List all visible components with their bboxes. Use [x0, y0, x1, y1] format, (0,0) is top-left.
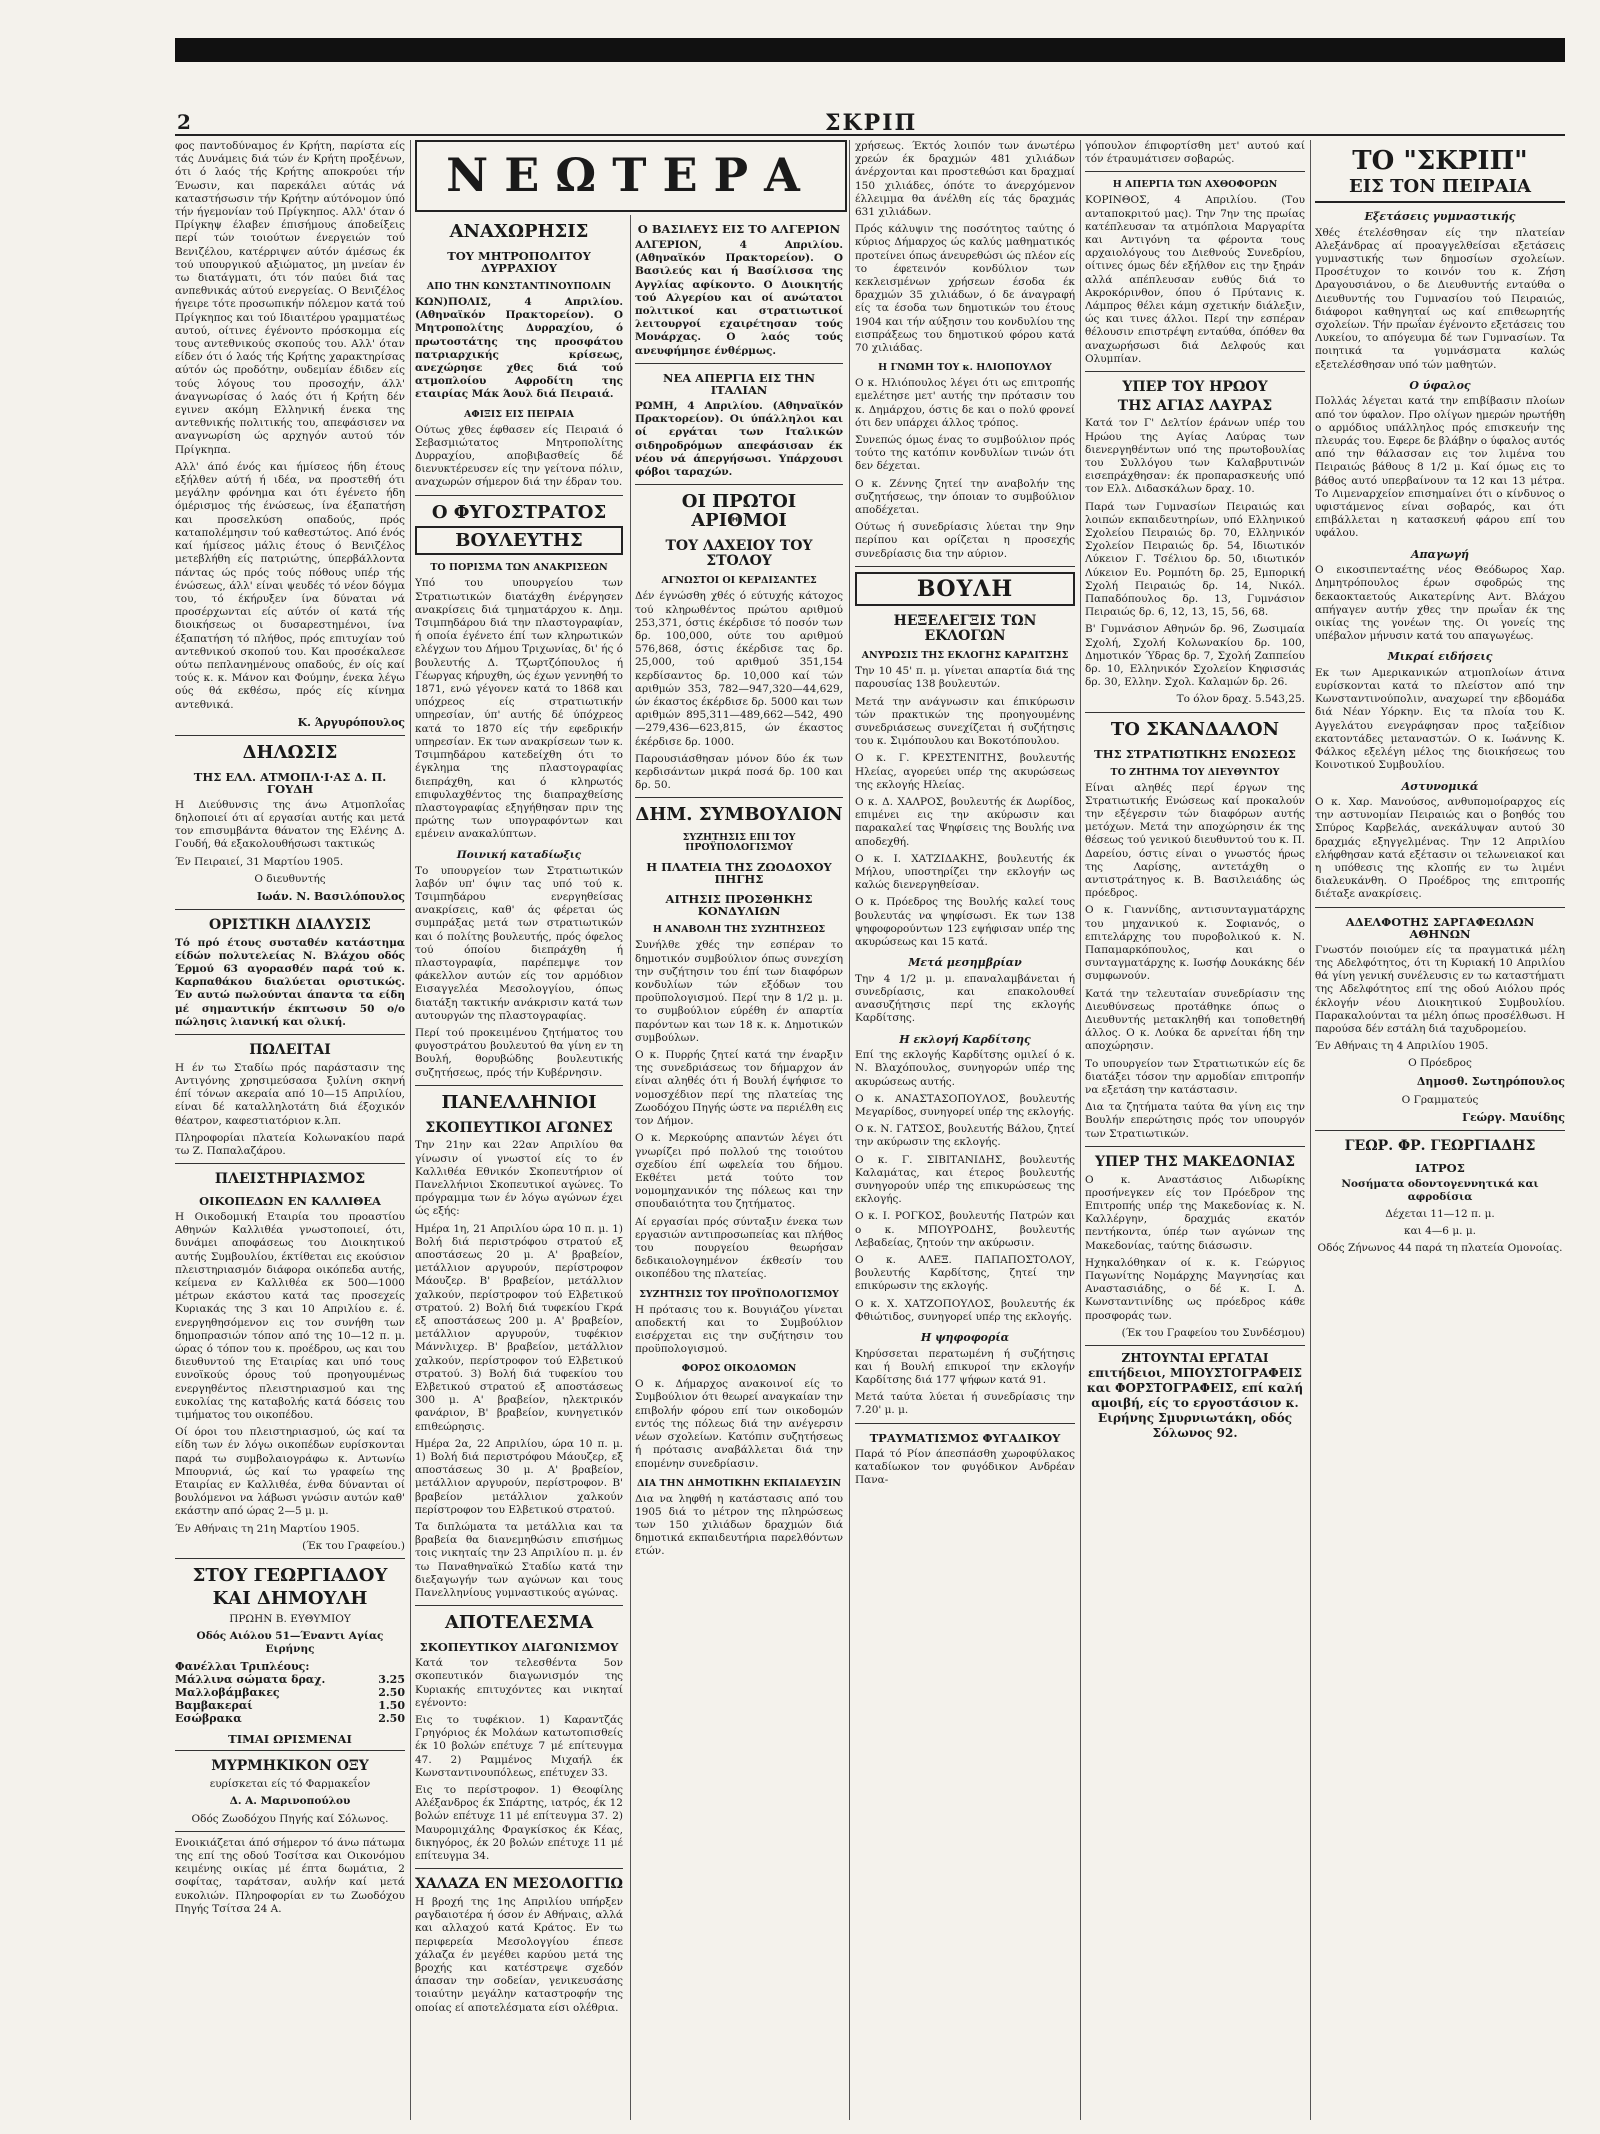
signature: Γεώργ. Μαυίδης [1462, 1110, 1565, 1124]
article-headline: ΤΡΑΥΜΑΤΙΣΜΟΣ ΦΥΓΑΔΙΚΟΥ [869, 1430, 1061, 1445]
article-text: Ο κ. ΑΛΕΞ. ΠΑΠΑΠΟΣΤΟΛΟΥ, βουλευτής Καρδίτσης, ζητεί την επικύρωσιν της εκλογής. [855, 1254, 1075, 1293]
article-subhead: ΣΥΖΗΤΗΣΙΣ ΕΠΙ ΤΟΥ ΠΡΟΫΠΟΛΟΓΙΣΜΟΥ [682, 832, 796, 854]
article-headline: ΥΠΕΡ ΤΟΥ ΗΡΩΟΥ [1122, 379, 1268, 396]
article-text: Η πρότασις του κ. Βουγιάζου γίνεται αποδεκτή και το Συμβούλιον εισέρχεται εις την συζήτησιν του προϋπολογισμού. [635, 1303, 843, 1356]
divider [175, 1750, 405, 1751]
column-5 [1085, 140, 1305, 2120]
section-banner: ΝΕΩΤΕΡΑ [415, 140, 847, 212]
article-subhead: Η ΠΛΑΤΕΙΑ ΤΗΣ ΖΩΟΔΟΧΟΥ ΠΗΓΗΣ [646, 860, 832, 887]
page-header [175, 110, 1565, 136]
notice-title: ΑΔΕΛΦΟΤΗΣ ΣΑΡΓΑΦΕΩΛΩΝ ΑΘΗΝΩΝ [1345, 914, 1535, 941]
article-text: Ο κ. Ηλιόπουλος λέγει ότι ως επιτροπής εμελέτησε μετ' αυτής την πρότασιν του κ. Δημάρχου, όστις δε και ο πολύ φρονεί ότι δεν υπάρχει άλλος τρόπος. [855, 377, 1075, 429]
article-headline-box: ΒΟΥΛΕΥΤΗΣ [415, 526, 623, 555]
column-divider [630, 215, 631, 2120]
article-text: γόπουλον έπιφορτίσθη μετ' αυτού καί τόν έτραυμάτισεν σοβαρώς. [1085, 140, 1305, 166]
article-text: Την 4 1/2 μ. μ. επαναλαμβάνεται ή συνεδρίασις, και επακολουθεί ανασυζήτησις περί της εκλογής Καρδίτσης. [855, 972, 1075, 1025]
article-text: Εις το περίστροφον. 1) Θεοφίλης Αλέξανδρος έκ Σπάρτης, ιατρός, έκ 12 βολών επέτυχε 11 μέ επίτευγμα 37. 2) Μαυρομιχάλης Φραγκίσκος έκ Κέας, δικηγόρος, έκ 20 βολών επέτυχε 11 μέ επίτευγμα 34. [415, 1784, 623, 1863]
ad-subtitle: ΙΑΤΡΟΣ [1415, 1160, 1465, 1175]
notice-date: Έν Αθήναις τη 4 Απριλίου 1905. [1315, 1040, 1489, 1053]
article-text: Ούτως ή συνεδρίασις λύεται την 9ην περίπου και ορίζεται η προσεχής συνεδρίασις δια την αύριον. [855, 521, 1075, 560]
article-subhead: Ποινική καταδίωξις [456, 848, 582, 861]
signature: Δημοσθ. Σωτηρόπουλος [1416, 1074, 1565, 1088]
price-row: Βαμβακεραί 1.50 [175, 1699, 405, 1713]
ad-title: ΜΥΡΜΗΚΙΚΟΝ ΟΞΥ [211, 1758, 369, 1775]
article-text: Το υπουργείον των Στρατιωτικών είς δε διατάξει τόσον την αρμοδίαν επιτροπήν να εξετάση την κατάστασιν. [1085, 1057, 1305, 1097]
article-text: Ο κ. Ν. ΓΑΤΣΟΣ, βουλευτής Βάλου, ζητεί την ακύρωσιν της εκλογής. [855, 1123, 1075, 1149]
article-text: ΚΟΡΙΝΘΟΣ, 4 Απριλίου. (Του ανταποκριτού μας). Την 7ην της πρωίας κατέπλευσαν τα ατμόπλοια Μαργαρίτα και Αντιγόνη τα φέροντα τους αρχαιολόγους του Διεθνούς Συνεδρίου, οίτινες όμως δέν εξήλθον εις την ξηράν αλλά απέπλευσαν ευθύς διά το Ακροκόρινθον, όπου ό Πρύτανις κ. Λάμπρος θέλει κάμη σχετικήν διάλεξιν, ώς και τινες άλλοι. Περί την εσπέραν θέλουσιν επιστρέψη ενταύθα, όπόθεν θα αναχωρήσωσι διά Δελφούς και Ολυμπίαν. [1085, 194, 1305, 365]
article-subhead: ΑΙΤΗΣΙΣ ΠΡΟΣΘΗΚΗΣ ΚΟΝΔΥΛΙΩΝ [665, 892, 813, 919]
article-text: Ημέρα 1η, 21 Απριλίου ώρα 10 π. μ. 1) Βολή διά περιστρόφου στρατού εξ αποστάσεως 20 μ. Α' βραβείον, μετάλλιον αργυρούν, περίστροφον Μάουζερ. Β' βραβείον, μετάλλιον χαλκούν, περίστροφον τού Ελβετικού στρατού. 2) Βολή διά τυφεκίου Γκρά εξ αποστάσεως 200 μ. Α' βραβείον, μετάλλιον αργυρούν, τυφέκιον Μάννλιχερ. Β' βραβείον, μετάλλιον χαλκούν, περίστροφον τού Ελβετικού στρατού. 3) Βολή διά τυφεκίου του Ελβετικού στρατού εξ αποστάσεως 300 μ. Α' βραβείον, ηλεκτρικόν φανάριον, Β' βραβείον, κυνηγετικόν επιθεώρησις. [415, 1222, 623, 1433]
notice-text: Οί όροι του πλειστηριασμού, ώς καί τα είδη των έν λόγω οικοπέδων ευρίσκονται παρά τω συμβολαιογράφω κ. Αντωνίω Μπουρνιά, ώς καί τω γραφείω της Εταιρίας εν Καλλιθέα, ένθα δύνανται οί βουλόμενοι να λάβωσι γνώσιν αυτών καθ' εκάστην από ώρας 2—5 μ. μ. [175, 1426, 405, 1518]
article-text: Ο κ. Πυρρής ζητεί κατά την έναρξιν της συνεδριάσεως τον δήμαρχον άν είναι αληθές ότι ή Βουλή έψήφισε το νομοσχέδιον περί της πλατείας της Ζωοδόχου Πηγής ώστε να περιέλθη εις τον Δήμον. [635, 1049, 843, 1128]
notice-date: Έν Πειραιεί, 31 Μαρτίου 1905. [175, 855, 344, 868]
notice-role: Ο Πρόεδρος [1408, 1057, 1472, 1070]
divider [175, 1163, 405, 1164]
divider [1085, 1146, 1305, 1147]
article-text: Ο εικοσιπενταέτης νέος Θεόδωρος Χαρ. Δημητρόπουλος έρων σφοδρώς της δεκαοκταετούς Αικατερίνης Αντ. Βλάχου απήγαγεν αυτήν χθες την πρωΐαν έκ της οικίας της γονέων της. Οι γονείς της υπέβαλον μήνυσιν κατά του απαγωγέως. [1315, 564, 1565, 643]
article-text: ΚΩΝ)ΠΟΛΙΣ, 4 Απριλίου. (Αθηναϊκόν Πρακτορείον). Ο Μητροπολίτης Δυρραχίου, ό πρωτοστάτης της προσφάτου πατριαρχικής κρίσεως, ανεχώρησε χθες διά τού ατμοπλοίου Αφροδίτη της εταιρίας Μάκ Άουλ διά Πειραιά. [415, 295, 623, 401]
divider [415, 1605, 623, 1606]
column-1 [175, 140, 405, 2120]
article-subhead: ΑΠΟ ΤΗΝ ΚΩΝΣΤΑΝΤΙΝΟΥΠΟΛΙΝ [426, 281, 612, 293]
article-text: Δια τα ζητήματα ταύτα θα γίνη εις την Βουλήν επερώτησις πρός τον υπουργόν των Στρατιωτικών. [1085, 1101, 1305, 1140]
notice-subtitle: ΤΗΣ ΕΛΛ. ΑΤΜΟΠΛ·Ι·ΑΣ Δ. Π. ΓΟΥΔΗ [193, 769, 387, 796]
notice-role: Ο Γραμματεύς [1401, 1093, 1479, 1106]
divider [175, 1558, 405, 1559]
article-subhead: Αστυνομικά [1401, 779, 1479, 793]
ad-hours: Δέχεται 11—12 π. μ. [1385, 1207, 1495, 1220]
article-subhead: ΤΗΣ ΣΤΡΑΤΙΩΤΙΚΗΣ ΕΝΩΣΕΩΣ [1094, 746, 1296, 761]
price-row: Εσώβρακα 2.50 [175, 1712, 405, 1726]
divider [635, 797, 843, 798]
article-headline: Ο ΒΑΣΙΛΕΥΣ ΕΙΣ ΤΟ ΑΛΓΕΡΙΟΝ [637, 222, 841, 236]
section-title: ΤΟ "ΣΚΡΙΠ" [1352, 146, 1528, 176]
ad-text: ευρίσκεται είς τό Φαρμακεΐον [209, 1778, 371, 1791]
article-subhead: ΑΦΙΞΙΣ ΕΙΣ ΠΕΙΡΑΙΑ [464, 408, 574, 420]
ad-text: ΠΡΩΗΝ Β. ΕΥΘΥΜΙΟΥ [229, 1612, 351, 1625]
article-text: Ο κ. Ι. ΧΑΤΖΙΔΑΚΗΣ, βουλευτής έκ Μήλου, υποστηρίζει την εκλογήν ως καλώς διενεργηθείσαν. [855, 852, 1075, 892]
column-divider [1080, 140, 1081, 2120]
article-subhead: ΣΥΖΗΤΗΣΙΣ ΤΟΥ ΠΡΟΫΠΟΛΟΓΙΣΜΟΥ [639, 1288, 839, 1300]
divider [415, 1868, 623, 1869]
article-text: Πολλάς λέγεται κατά την επιβίβασιν πλοίων από τον ύφαλον. Προ ολίγων ημερών ηρωτήθη ο αρμόδιος υπάλληλος πρός επισκευήν της πλευράς του. Εφερε δε βλάβην ο ύφαλος αυτός από την θάλασσαν εις τον λιμένα του Πειραιώς βάθους 8 1/2 μ. Καί όμως εις το βάθος αυτό υπερβαίνουν τα 12 και 13 μέτρα. Το Λιμεναρχείον επισημαίνει ότι ο κίνδυνος ο υφιστάμενος είναι σοβαρός, και ότι επιβάλλεται η κατασκευή φάρου επί του υφάλου. [1315, 395, 1565, 540]
column-6 [1315, 140, 1565, 2120]
article-text: Περί τού προκειμένου ζητήματος του φυγοστράτου βουλευτού θα γίνη εν τη Βουλή, θορυβώδης βουλευτικής συζητήσεως, πρός τήν Κυβέρνησιν. [415, 1026, 623, 1079]
article-text: Ο κ. Γιαννίδης, αντισυνταγματάρχης του μηχανικού κ. Σοφιανός, ο επιτελάρχης του πυροβολικού κ. Ν. Παπαμαρκόπουλος, και ο συνταγματάρχης κ. Ιωσήφ Δουκάκης δέν συμφωνούν. [1085, 904, 1305, 983]
article-text: Ο κ. Γ. ΣΙΒΙΤΑΝΙΔΗΣ, βουλευτής Καλαμάτας, και έτερος βουλευτής συνηγορούν υπέρ της επικυρώσεως της εκλογής. [855, 1153, 1075, 1206]
price-list [175, 1660, 405, 1725]
section-subtitle: ΕΙΣ ΤΟΝ ΠΕΙΡΑΙΑ [1315, 176, 1565, 203]
article-text: Μετά ταύτα λύεται ή συνεδρίασις την 7.20' μ. μ. [855, 1391, 1075, 1417]
article-text: Υπό του υπουργείου των Στρατιωτικών διατάχθη ένέργησεν ανακρίσεις διά τμηματάρχου κ. Δημ. Τσιμπηδάρου διά την πλαστογραφίαν, ή οποία έγένετο έπί των κληρωτικών ελέγχων του Δήμου Τριχωνίας, δι' ής ό βουλευτής Δ. Τζωρτζόπουλος ή Γέωργας κήρυχθη, ώς έχων γεννηθή το 1871, ενώ γέγονεν κατά το 1868 και υπόχρεος είς στρατιωτικήν υπηρεσίαν, ύπ' αυτής δέ ύπόχρεος κατά το 1870 είς τήν εφεδρικήν υπηρεσίαν. Εκ των ανακρίσεων των κ. Τσιμπηδάρου κατεδείχθη ότι το έγκλημα της πλαστογραφίας διεπράχθη, και ό κληρωτός επιφυλαχθέντος της διαπραχθείσης πλαστογραφίας εξηγήθησαν πριν της πρώτης των υπογραφόντων και εμένειν ανακαλύπτων. [415, 577, 623, 841]
article-subhead: Ο ύφαλος [1409, 378, 1471, 392]
price-row: Μάλλινα σώματα δραχ. 3.25 [175, 1673, 405, 1687]
article-text: Την 21ην και 22αν Απριλίου θα γίνωσιν οί γνωστοί είς το έν Καλλιθέα Εθνικόν Σκοπευτήριον οί Πανελλήνιοι Σκοπευτικοί αγώνες. Το πρόγραμμα των έν λόγω αγώνων έχει ώς εξής: [415, 1139, 623, 1218]
article-source: (Έκ του Γραφείου του Συνδέσμου) [1121, 1326, 1305, 1339]
article-headline: Ο ΦΥΓΟΣΤΡΑΤΟΣ [431, 501, 607, 523]
article-text: Δια να ληφθή η κατάστασις από του 1905 διά το μέτρον της πληρώσεως των 150 χιλιάδων δραχμών διά δημοτικά εκπαιδευτήρια παρελθόντων ετών. [635, 1492, 843, 1558]
article-text: Κατά την τελευταίαν συνεδρίασιν της Διευθύνσεως προτάθηκε όπως ο Διευθυντής μετακληθή και τοποθετηθή άλλος. Ο κ. Λούκα δε αρνείται ήδη την αποχώρησιν. [1085, 987, 1305, 1053]
classified-ad: ΖΗΤΟΥΝΤΑΙ ΕΡΓΑΤΑΙ επιτήδειοι, ΜΠΟΥΣΤΟΓΡΑΦΕΙΣ και ΦΟΡΣΤΟΓΡΑΦΕΙΣ, επί καλή αμοιβή, είς το εργοστάσιον κ. Ειρήνης Σμυρνιωτάκη, οδός Σόλωνος 92. [1086, 1350, 1304, 1440]
article-subhead: Η εκλογή Καρδίτσης [899, 1032, 1031, 1046]
article-headline: ΠΑΝΕΛΛΗΝΙΟΙ [441, 1091, 597, 1113]
article-subhead: ΦΟΡΟΣ ΟΙΚΟΔΟΜΩΝ [681, 1363, 797, 1375]
divider [175, 1034, 405, 1035]
price-row: Φανέλλαι Τριπλέους: [175, 1660, 310, 1674]
article-text: Παρά τό Ρίον άπεσπάσθη χωροφύλακος καταδίωκον τον φυγόδικον Ανδρέαν Πανα- [855, 1447, 1075, 1487]
signature: Κ. Άργυρόπουλος [297, 715, 405, 729]
divider [175, 735, 405, 736]
column-divider [410, 140, 411, 2120]
article-text: Πρός κάλυψιν της ποσότητος ταύτης ό κύριος Δήμαρχος ώς καλύς μαθηματικός προτείνει όπως άνευρεθώσι ώς πλέον είς το έφετεινόν κονδύλιον των κεκλεισμένων χρήσεων έσοδα έκ δραχμών 35 χιλιάδων, ό δε άναγραφή είς τα έσοδα των δημοτικών του έτους 1904 και τήν αύξησιν του κονδυλίου της εισπράξεως του δημοτικού φόρου κατά 70 χιλιάδας. [855, 223, 1075, 355]
article-text: Ο κ. Γ. ΚΡΕΣΤΕΝΙΤΗΣ, βουλευτής Ηλείας, αγορεύει υπέρ της ακυρώσεως της εκλογής Ηλείας. [855, 752, 1075, 791]
article-text: Επί της εκλογής Καρδίτσης ομιλεί ό κ. Ν. Βλαχόπουλος, συνηγορών υπέρ της ακυρώσεως αυτής. [855, 1049, 1075, 1088]
article-subhead: Η ψηφοφορία [920, 1331, 1010, 1345]
price-row: Μαλλοβάμβακες 2.50 [175, 1686, 405, 1700]
notice-from: (Έκ του Γραφείου.) [302, 1539, 405, 1552]
signature: Ιωάν. Ν. Βασιλόπουλος [256, 889, 405, 903]
article-text: Ηχηκαλόθηκαν οί κ. κ. Γεώργιος Παγωνίτης Νομάρχης Μαγνησίας και Αναστασιάδης, ο δέ κ. Ι. Δ. Κωνσταντινίδης ως πρόεδρος κάθε προσφοράς των. [1085, 1256, 1305, 1322]
notice-text: Πληροφορίαι πλατεία Κολωνακίου παρά τω Ζ. Παπαλαζάρου. [175, 1131, 405, 1157]
article-subhead: ΣΚΟΠΕΥΤΙΚΟΙ ΑΓΩΝΕΣ [425, 1119, 613, 1136]
article-subhead: Μετά μεσημβρίαν [908, 956, 1022, 970]
notice-role: Ο διευθυντής [254, 872, 326, 885]
article-text: Ο κ. Πρόεδρος της Βουλής καλεί τους βουλευτάς να ψηφίσωσι. Εκ των 138 ψηφοφορούντων 123 εψήφισαν υπέρ της ακυρώσεως και 15 κατά. [855, 896, 1075, 949]
notice-text: Η Οικοδομική Εταιρία του προαστίου Αθηνών Καλλιθέα γνωστοποιεί, ότι, δυνάμει αποφάσεως του Διοικητικού αυτής Συμβουλίου, έκτίθεται εις εκούσιον πλειστηριασμόν διάφορα οικόπεδα αυτής, κείμενα εν Καλλιθέα εκ 500—1000 μέτρων εκάστου κατά τας προσεχείς Κυριακάς της 3 και 10 Απριλίου ε. έ. ενεργηθησόμενον εις τον συνήθη των δημοπρασιών τόπον από της 10—12 π. μ. ώρας ό τόπον του κ. προέδρου, ως και του διευθυντού της Εταιρίας και υπό τους ευνοϊκούς όρους τού προηγουμένως ενεργηθέντος πλειστηριασμού και της ευκολίας της καταβολής κατά δόσεις του τιμήματος του οικοπέδου. [175, 1210, 405, 1421]
article-text: Αλλ' άπό ένός και ήμίσεος ήδη έτους εξήλθεν αύτή ή ιδέα, να προστεθή ότι μεγάλην φρόνημα και ότι έγένετο ήδη όμέρισμος τής ένώσεως, ίνα έξαπατήση και προσελκύση οπαδούς, πρός καταπολέμησιν τού καθεστώτος. Από ένός καί ήμίσεος μάλις έτους ό Βενιζέλος μετεβλήθη είς πατριώτης, ύπερβάλλοντα πάντας ώς πρός τούς πόθους υπέρ τής ένώσεως, άλλ' είναι ψευδές τό νέον δόγμα του, τό έκήρυξεν ίνα δύναται νά προσέρχωνται είς αύτόν οί κατά τής διοικήσεως οι δυσαρεστημένοι, ίνα έξαπατήση τό πλήθος, πρός επιτυχίαν τού αντεθνικού σκοπού του. Και προσέκαλεσε ούτω πεπλανημένους οπαδούς, έν οίς καί τούς κ. κ. Μάνον και Φούμην, ένεκα λέγω ούς θά εκθέσω, πρός είς κίνημα αντεθνικά. [175, 460, 405, 711]
header-rule [175, 134, 1565, 136]
article-text: Μετά την ανάγνωσιν και έπικύρωσιν τών πρακτικών της προηγουμένης συνεδριάσεως συνεχίζεται ή συζήτησις του κ. Σιμόπουλου και Βοκοτόπουλου. [855, 695, 1075, 748]
classified-ad: Ενοικιάζεται άπό σήμερον τό άνω πάτωμα της επί της οδού Τοσίτσα και Οικονόμου κειμένης οικίας μέ έπτα δωμάτια, 2 σοφίτας, ταράτσαν, αυλήν καί μετά ευκολιών. Πληροφορίαι εν τω Ζωοδόχου Πηγής Τσίτσα 24 Α. [175, 1836, 405, 1915]
article-subhead: ΔΙΑ ΤΗΝ ΔΗΜΟΤΙΚΗΝ ΕΚΠΑΙΔΕΥΣΙΝ [637, 1477, 841, 1489]
article-text: Ο κ. Αναστάσιος Λιδωρίκης προσήνεγκεν είς τον Πρόεδρον της Επιτροπής υπέρ της Μακεδονίας κ. Ν. Καλλέργην, δραχμάς εκατόν πεντήκοντα, ύπέρ των αγώνων της Μακεδονίας, ταύτης διάσωσιν. [1085, 1173, 1305, 1252]
divider [415, 495, 623, 496]
masthead: ΣΚΡΙΠ [825, 110, 918, 136]
article-text: Κηρύσσεται περατωμένη ή συζήτησις και ή Βουλή επικυροί την εκλογήν Καρδίτσης διά 177 ψήφων κατά 91. [855, 1347, 1075, 1386]
ad-title: ΓΕΩΡ. ΦΡ. ΓΕΩΡΓΙΑΔΗΣ [1344, 1137, 1536, 1154]
notice-text: Τό πρό έτους συσταθέν κατάστημα είδών πολυτελείας Ν. Βλάχου οδός Έρμού 63 αγορασθέν παρά τού κ. Καρπαθάκου διαλύεται οριστικώς. Έν αυτώ πωλούνται άπαντα τα είδη μέ σημαντικήν έκπτωσιν 50 ο/ο πώλησις λιανική και ολική. [175, 936, 405, 1028]
article-headline: ΑΝΑΧΩΡΗΣΙΣ [449, 221, 589, 242]
article-subhead: ΗΕΞΕΛΕΓΞΙΣ ΤΩΝ ΕΚΛΟΓΩΝ [893, 612, 1037, 644]
article-text: Δέν έγνώσθη χθές ό εύτυχής κάτοχος τού κληρωθέντος πρώτου αριθμού 253,371, όστις έκέρδισε τό ποσόν των δρ. 100,000, ούτε του αριθμού 576,868, όστις έκέρδισε τας δρ. 25,000, τού αριθμού 351,154 κερδίσαντος δρ. 10,000 καί τών αριθμών 353, 782—947,320—44,629, ών έκαστος έκέρδισε δρ. 5000 και των αριθμών 895,311—489,662—542, 490—279,436—623,815, ών έκαστος έκέρδισε δρ. 1000. [635, 590, 843, 748]
notice-title: ΔΗΛΩΣΙΣ [242, 741, 338, 763]
article-subhead: ΤΟ ΖΗΤΗΜΑ ΤΟΥ ΔΙΕΥΘΥΝΤΟΥ [1110, 766, 1280, 778]
article-text: φος παντοδύναμος έν Κρήτη, παρίστα είς τάς Δυνάμεις διά τών έν Κρήτη προξένων, ότι ό λαός τής Κρήτης αποκρούει τήν Ένωσιν, και παρεκάλει αύτάς νά καταστήσωσιν τήν Κρήτην αύτόνομον ύπό τήν ήγεμονίαν τού Πρίγκηπος. Αλλ' όταν ό Πρίγκηψ έλαβεν έπισήμους άποδείξεις περί τών τοιούτων ένεργειών τού Βενιζέλου, κατέρριψεν αύτόν άμέσως έκ τού υπουργικού αξιώματος, μη μνείαν έν τω διατάγματι, ότι τόν παύει διά τας ανπεθνικάς αύτού ενεργείας. Ο Βενιζέλος ήγειρε τότε προσωπικήν πόλεμον κατά τού Πρίγκηπος και τού Ιδιαιτέρου γραμματέως αυτού, οίτινες έγένοντο πρόσκομμα είς τους αντεθνικούς σκοπούς του. Αλλ' όταν είδεν ότι ό λαός τής Κρήτης χαρακτηρίσας αύτόν ώς προδότην, ουδεμίαν έδιδεν είς τούς λόγους του προσοχήν, άλλ' άναγνωρίσας ό λαός ότι ή Κρήτη δέν εγινεν ακόμη Ελληνική ένεκα της αντεθνικής πολιτικής του, απεφάσισεν να αναγνωρίση ώς αρχηγόν αυτού τόν Πρίγκηπα. [175, 140, 405, 456]
article-text: Ο κ. Χ. ΧΑΤΖΟΠΟΥΛΟΣ, βουλευτής έκ Φθιώτιδος, συνηγορεί υπέρ της εκλογής. [855, 1297, 1075, 1323]
ad-text: Νοσήματα οδοντογεννητικά και αφροδίσια [1341, 1177, 1539, 1203]
divider [1315, 1130, 1565, 1131]
notice-text: Η έν τω Σταδίω πρός παράστασιν της Αντιγόνης χρησιμεύσασα ξυλίνη σκηνή έπί τόνων ακεραία από 10—15 Απριλίου, είναι δέ καταλληλοτάτη διά έξοχικόν θέατρον, καφεστιατόριον κ.λπ. [175, 1061, 405, 1127]
article-text: ΑΛΓΕΡΙΟΝ, 4 Απριλίου. (Αθηναϊκόν Πρακτορείον). Ο Βασιλεύς και ή Βασίλισσα της Αγγλίας αφίκοντο. Ο Διοικητής τού Αλγερίου και οί ανώτατοι πολιτικοί και στρατιωτικοί λειτουργοί εχαιρέτησαν τούς Μονάρχας. Ο λαός τούς ανευφήμησε ένθέρμως. [635, 239, 843, 357]
article-headline: ΔΗΜ. ΣΥΜΒΟΥΛΙΟΝ [635, 804, 843, 826]
article-text: Παρουσιάσθησαν μόνον δύο έκ των κερδισάντων μικρά ποσά δρ. 100 και δρ. 50. [635, 752, 843, 792]
article-text: Εις το τυφέκιον. 1) Καραντζάς Γρηγόριος έκ Μολάων κατωτοπισθείς έκ 10 βολών επέτυχε 7 μέ επίτευγμα 47. 2) Ραμμένος Μιχαήλ έκ Κωνσταντινουπόλεως, επέτυχεν 33. [415, 1714, 623, 1779]
article-headline: ΤΗΣ ΑΓΙΑΣ ΛΑΥΡΑΣ [1117, 397, 1273, 414]
top-black-band [175, 38, 1565, 62]
divider [415, 1085, 623, 1086]
article-text: ΡΩΜΗ, 4 Απριλίου. (Αθηναϊκόν Πρακτορείον). Οι ύπάλληλοι και οί εργάται των Ιταλικών σιδηροδρόμων απεφάσισαν έκ νέου νά άπεργήσωσι. Υπάρχουσι φόβοι ταραχών. [635, 400, 843, 479]
divider [1085, 371, 1305, 372]
notice-text: Γνωστόν ποιούμεν είς τα πραγματικά μέλη της Αδελφότητος, ότι τη Κυριακή 10 Απριλίου θά γίνη γενική συνέλευσις εν τω καταστήματι της Αδελφότητος επί της οδού Αιόλου πρός έκλογήν νέου Διοικητικού Συμβουλίου. Παρακαλούνται τα μέλη όπως προσέλθωσι. Η παρούσα δέν εστάλη διά ταχυδρομείου. [1315, 943, 1565, 1036]
article-text: Η βροχή της 1ης Απριλίου υπήρξεν ραγδαιοτέρα ή όσον έν Αθήναις, αλλά και αλλαχού κατά Κράτος. Εν τω περιφερεία Μεσολογγίου έπεσε χάλαζα έν μεγέθει καρύου μετά της βροχής και κατέστρεψε σχεδόν άπασαν την σοδείαν, γενικευσάσης τοιαύτην μεγάλην καταστροφήν της οποίας εί αποτελέσματα είσι ολέθρια. [415, 1895, 623, 2014]
article-subhead: Εξετάσεις γυμναστικής [1364, 210, 1516, 223]
article-text: Το υπουργείον των Στρατιωτικών λαβόν υπ' όψιν τας υπό τού κ. Τσιμπηδάρου ενεργηθείσας ανακρίσεις, καθ' άς φέρεται ώς συμπράξας μετά των στρατιωτικών και ό πολίτης βουλευτής, πρός όφελος τού όποίου διεπράχθη ή πλαστογραφία, παρέπεμψε τον φάκελλον αυτών είς τον αρμόδιον Εισαγγελέα Μεσολογγίου, όπως διατάξη τακτικήν ανάκρισιν κατά των αυτουργών της πλαστογραφίας. [415, 864, 623, 1022]
column-divider [1310, 140, 1311, 2120]
article-text: Συνήλθε χθές την εσπέραν το δημοτικόν συμβούλιον όπως συνεχίση την συζήτησιν του έπί των διαφόρων κονδυλίων τών εξόδων του προϋπολογισμού. Περί την 8 1/2 μ. μ. το συμβούλιον εύρέθη έν απαρτία παρόντων και των 18 κ. κ. Δημοτικών συμβούλων. [635, 939, 843, 1044]
ad-footer: ΤΙΜΑΙ ΩΡΙΣΜΕΝΑΙ [228, 1732, 352, 1747]
article-headline: Η ΑΠΕΡΓΙΑ ΤΩΝ ΑΧΘΟΦΟΡΩΝ [1112, 179, 1278, 191]
article-text: Συνεπώς όμως ένας το συμβούλιον πρός τούτο της κατόπιν κονδυλίων τινών ότι δεν δέχεται. [855, 434, 1075, 473]
page-number: 2 [177, 110, 191, 134]
notice-title: ΠΩΛΕΙΤΑΙ [249, 1042, 331, 1059]
article-subhead: Η ΓΝΩΜΗ ΤΟΥ κ. ΗΛΙΟΠΟΥΛΟΥ [878, 362, 1052, 374]
article-text: Αί εργασίαι πρός σύνταξιν ένεκα των εργασιών αντιπροσωπείας και πλήθος του πουργείου θεωρήσαν δεδικαιολογημένον έκθεσίν του οικοπέδου της πλατείας. [635, 1215, 843, 1281]
ad-hours: και 4—6 μ. μ. [1404, 1225, 1476, 1238]
article-text: Ο κ. Μερκούρης απαντών λέγει ότι γνωρίζει πρό πολλού της τοιούτου σχεδίου έπί ωφελεία του δήμου. Εκθέτει μετά τούτο τον νομομηχανικόν της πόλεως και την σπουδαιότητα του ζητήματος. [635, 1132, 843, 1211]
article-subhead: ΣΚΟΠΕΥΤΙΚΟΥ ΔΙΑΓΩΝΙΣΜΟΥ [419, 1640, 619, 1655]
divider [855, 1423, 1075, 1424]
notice-title: ΠΛΕΙΣΤΗΡΙΑΣΜΟΣ [214, 1171, 366, 1188]
article-subhead: ΤΟΥ ΛΑΧΕΙΟΥ ΤΟΥ ΣΤΟΛΟΥ [665, 538, 813, 569]
divider [1085, 712, 1305, 713]
divider [635, 484, 843, 485]
article-text: Ο κ. Χαρ. Μανούσος, ανθυπομοίραρχος είς την αστυνομίαν Πειραιώς και ο βοηθός του Σπύρος Καρβελάς, ανεκάλυψαν αυτού 30 δραχμάς εξηγγελμένας. Την 12 Απριλίου ελήφθησαν κατά εξέτασιν οι τελωνειακοί και η υπόθεσις της κλοπής εν τω λιμένι διαλευκάνθη. Ο Προέδρος της επιτροπής διέταξε ανακρίσεις. [1315, 796, 1565, 901]
article-headline: ΥΠΕΡ ΤΗΣ ΜΑΚΕΔΟΝΙΑΣ [1094, 1153, 1296, 1170]
article-text: Χθές έτελέσθησαν είς την πλατείαν Αλεξάνδρας αί προαγγελθείσαι εξετάσεις γυμναστικής των δημοσίων σχολείων. Προσέτυχον το κοινόν του κ. Ζήση Δραγουσιάνου, ο δε Διευθυντής ενταύθα ο Διευθυντής του Γυμνασίου τού Πειραιώς, διάφοροι καθηγηταί ως καί επιθεωρητής σχολείων. Τήν πρωΐαν έγένοντο εξετάσεις του Λυκείου, το απόγευμα δέ των Γυμνασίων. Τα ποιητικά τα γυμνάσματα καλώς εξετελέσθησαν υπό τών μαθητών. [1315, 226, 1565, 371]
article-headline: ΟΙ ΠΡΩΤΟΙ ΑΡΙΘΜΟΙ [681, 491, 797, 532]
article-text: Τα διπλώματα τα μετάλλια και τα βραβεία θα διανεμηθώσιν επισήμως τοις νικηταίς την 23 Απριλίου π. μ. έν τω Παναθηναϊκώ Σταδίω κατά την διεξαγωγήν των αγώνων και τους Πανελληνίους γυμναστικούς αγώνας. [415, 1521, 623, 1600]
article-headline: ΑΠΟΤΕΛΕΣΜΑ [444, 1612, 594, 1634]
ad-address: Οδός Ζωοδόχου Πηγής καί Σόλωνος. [191, 1812, 389, 1825]
article-headline: ΤΟ ΣΚΑΝΔΑΛΟΝ [1110, 718, 1280, 740]
divider [855, 566, 1075, 567]
article-headline: ΧΑΛΑΖΑ ΕΝ ΜΕΣΟΛΟΓΓΙΩ [415, 1876, 623, 1893]
article-text: Ημέρα 2α, 22 Απριλίου, ώρα 10 π. μ. 1) Βολή διά περιστρόφου Μάουζερ, εξ αποστάσεως 30 μ. Α' βραβείον, μετάλλιον αργυρούν, περίστροφον. Β' βραβείον μετάλλιον χαλκούν περίστροφον του Ελβετικού στρατού. [415, 1437, 623, 1516]
article-subhead: Η ΑΝΑΒΟΛΗ ΤΗΣ ΣΥΖΗΤΗΣΕΩΣ [652, 924, 826, 936]
notice-title: ΟΡΙΣΤΙΚΗ ΔΙΑΛΥΣΙΣ [209, 916, 371, 933]
notice-subtitle: ΟΙΚΟΠΕΔΩΝ ΕΝ ΚΑΛΛΙΘΕΑ [199, 1193, 381, 1208]
article-subhead: Απαγωγή [1410, 547, 1470, 561]
article-text: Ο κ. Ζέννης ζητεί την αναβολήν της συζητήσεως, την όποιαν το συμβούλιον αποδέχεται. [855, 477, 1075, 517]
article-text: Κατά τον Γ' Δελτίον έράνων υπέρ του Ηρώου της Αγίας Λαύρας των διενεργηθέντων υπό της πρωτοβουλίας του Συλλόγου των Καλαβρυτινών εισεπράχθησαν: έκ προπαρασκευής υπό τον Ελλ. Διδασκάλων δραχ. 10. [1085, 417, 1305, 496]
column-divider [849, 140, 850, 2120]
article-text: Εκ των Αμερικανικών ατμοπλοίων άτινα ευρίσκονται κατά το πλείστον από την Κωνσταντινούπολιν, αναχωρεί την εβδομάδα διά Νέαν Υόρκην. Εις τα πλοία του Κ. Αγγελάτου ενεγράφησαν προς ταξείδιον εκατοντάδες μεταναστών. Ο κ. Ιωάννης Κ. Φάλκος εξελέγη μέλος της διοικήσεως του Κοινοτικού Συμβουλίου. [1315, 666, 1565, 772]
article-text: Κατά τον τελεσθέντα 5ον σκοπευτικόν διαγωνισμόν της Κυριακής επιτυχόντες και νικηταί εγένοντο: [415, 1657, 623, 1709]
ad-address: Οδός Ζήνωνος 44 παρά τη πλατεία Ομονοίας. [1317, 1242, 1563, 1255]
article-subhead: ΑΝΥΡΩΣΙΣ ΤΗΣ ΕΚΛΟΓΗΣ ΚΑΡΔΙΤΣΗΣ [861, 650, 1069, 662]
ad-title: ΚΑΙ ΔΗΜΟΥΛΗ [212, 1587, 368, 1609]
article-text: Ο κ. ΑΝΑΣΤΑΣΟΠΟΥΛΟΣ, βουλευτής Μεγαρίδος, συνηγορεί υπέρ της εκλογής. [855, 1092, 1075, 1118]
article-subhead: ΤΟ ΠΟΡΙΣΜΑ ΤΩΝ ΑΝΑΚΡΙΣΕΩΝ [430, 562, 608, 574]
article-subhead: ΑΓΝΩΣΤΟΙ ΟΙ ΚΕΡΔΙΣΑΝΤΕΣ [661, 575, 817, 587]
divider [175, 909, 405, 910]
article-text: Ο κ. Ι. ΡΟΓΚΟΣ, βουλευτής Πατρών και ο κ. ΜΠΟΥΡΟΔΗΣ, βουλευτής Λεβαδείας, ζητούν την ακύρωσιν. [855, 1210, 1075, 1249]
article-text: Παρά των Γυμνασίων Πειραιώς και λοιπών εκπαιδευτηρίων, υπό Ελληνικού Σχολείου Πειραιώς δρ. 70, Ελληνικόν Σχολείον Πειραιώς δρ. 54, Ιδιωτικόν Λύκειον Γ. Τσέλιου δρ. 50, ιδιωτικόν Λύκειον Ευ. Ρομπότη δρ. 25, Εμπορική Σχολή Πειραιώς δρ. 14, Νικόλ. Παπαδόπουλος δρ. 13, Γυμνάσιον Πειραιώς δρ. 6, 12, 13, 15, 56, 68. [1085, 500, 1305, 619]
article-text: Ο κ. Δ. ΧΑΛΡΟΣ, βουλευτής έκ Δωρίδος, επιμένει εις την ακύρωσιν και παρακαλεί τας Ψηφίσεις της Βουλής ινα αποδεχθή. [855, 796, 1075, 848]
article-text: Είναι αληθές περί έργων της Στρατιωτικής Ενώσεως καί προκαλούν την εξέγερσιν τών διαφόρων αυτής μετόχων. Μετά την αποχώρησιν έκ της θέσεως τού γενικού διευθυντού του κ. Π. Δαρείου, όστις είναι ο γνωστός ήρως της Λαρίσης, αντετάχθη ο αντιστράτηγος κ. Β. Βασιλειάδης ώς πρόεδρος. [1085, 781, 1305, 900]
section-headline-box: ΒΟΥΛΗ [855, 572, 1075, 606]
article-subhead: Μικραί ειδήσεις [1387, 650, 1493, 664]
article-subhead: ΤΟΥ ΜΗΤΡΟΠΟΛΙΤΟΥ ΔΥΡΡΑΧΙΟΥ [447, 248, 591, 275]
divider [1085, 171, 1305, 172]
article-text: Ο κ. Δήμαρχος ανακοινοί είς το Συμβούλιον ότι θεωρεί αναγκαίαν την επιβολήν φόρου επί των οικοδομών εντός της πόλεως διά την ανέγερσιν νέων σχολείων. Κατόπιν συζητήσεως ή πρότασις αναβάλλεται διά την επομένην συνεδρίασιν. [635, 1378, 843, 1470]
article-text: Το όλον δραχ. 5.543,25. [1176, 693, 1305, 706]
ad-address: Οδός Αιόλου 51—Έναντι Αγίας Ειρήνης [196, 1630, 384, 1656]
article-text: Β' Γυμνάσιον Αθηνών δρ. 96, Ζωσιμαία Σχολή, Σχολή Κολωνακίου δρ. 100, Δημοτικόν Ύδρας δρ. 7, Σχολή Ζαππείου δρ. 10, Ελληνικόν Σχολείον Κηφισσιάς δρ. 30, Ελλην. Σχολ. Καλαμών δρ. 26. [1085, 623, 1305, 689]
article-text: Την 10 45' π. μ. γίνεται απαρτία διά της παρουσίας 138 βουλευτών. [855, 665, 1075, 691]
notice-date: Έν Αθήναις τη 21η Μαρτίου 1905. [175, 1522, 360, 1535]
divider [175, 1831, 405, 1832]
column-4 [855, 140, 1075, 2120]
article-text: Ούτως χθες έφθασεν είς Πειραιά ό Σεβασμιώτατος Μητροπολίτης Δυρραχίου, αποβιβασθείς δέ διενυκτέρευσεν είς την γείτονα πόλιν, αναχωρών σήμερον διά την έδραν του. [415, 423, 623, 489]
column-2b [635, 215, 843, 2115]
divider [635, 363, 843, 364]
ad-name: Δ. Α. Μαρινοπούλου [229, 1795, 351, 1808]
article-headline: ΝΕΑ ΑΠΕΡΓΙΑ ΕΙΣ ΤΗΝ ΙΤΑΛΙΑΝ [662, 370, 816, 397]
article-text: χρήσεως. Έκτός λοιπόν των άνωτέρω χρεών έκ δραχμών 481 χιλιάδων άνέρχονται και προστεθώσι και δραχμαί 150 χιλιάδες, όπότε το άνερχόμενον έλλειμμα θα άνέλθη είς τάς δραχμάς 631 χιλιάδων. [855, 140, 1075, 219]
column-2a [415, 215, 623, 2115]
ad-title: ΣΤΟΥ ΓΕΩΡΓΙΑΔΟΥ [192, 1565, 388, 1587]
divider [1315, 907, 1565, 908]
divider [1085, 1345, 1305, 1346]
notice-text: Η Διεύθυνσις της άνω Ατμοπλοΐας δηλοποιεί ότι αί εργασίαι αυτής και μετά τον επισυμβάντα θάνατον της Ελένης Δ. Γουδή, θά εξακολουθήσωσι τακτικώς [175, 798, 405, 851]
